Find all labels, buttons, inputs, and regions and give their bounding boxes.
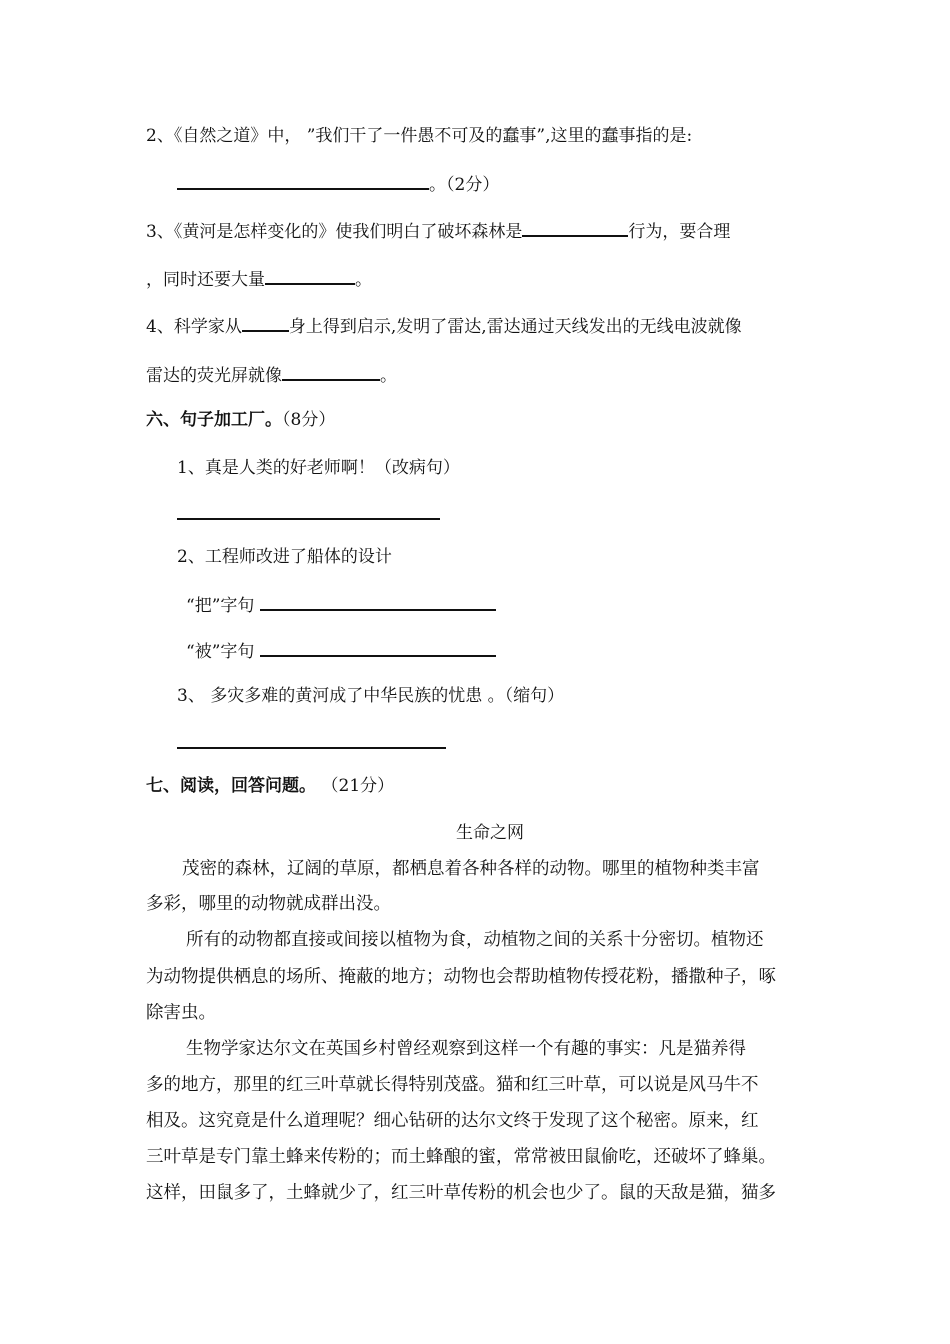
- answer-blank[interactable]: [260, 639, 496, 657]
- question-5-4-text-c: 雷达的荧光屏就像: [146, 366, 282, 386]
- reading-line: 多的地方，那里的红三叶草就长得特别茂盛。猫和红三叶草，可以说是风马牛不: [146, 1075, 759, 1095]
- question-5-4-cont: [146, 363, 397, 387]
- reading-title: [456, 822, 524, 844]
- question-5-4: [146, 314, 742, 338]
- answer-blank[interactable]: [242, 314, 289, 332]
- answer-blank[interactable]: [177, 731, 446, 749]
- question-5-4-text-d: 。: [380, 366, 397, 386]
- question-6-3-answer: [177, 731, 446, 755]
- question-5-2-score: 。（2分）: [429, 175, 500, 195]
- section-6-heading: [146, 409, 335, 431]
- reading-line: 这样，田鼠多了，土蜂就少了，红三叶草传粉的机会也少了。鼠的天敌是猫，猫多: [146, 1183, 776, 1203]
- reading-line: 相及。这究竟是什么道理呢？细心钻研的达尔文终于发现了这个秘密。原来，红: [146, 1111, 759, 1131]
- question-6-3-text: 3、 多灾多难的黄河成了中华民族的忧患 。（缩句）: [177, 686, 565, 706]
- reading-line: 生物学家达尔文在英国乡村曾经观察到这样一个有趣的事实：凡是猫养得: [186, 1039, 746, 1059]
- question-5-2-answer: [177, 172, 499, 196]
- reading-line: 茂密的森林，辽阔的草原，都栖息着各种各样的动物。哪里的植物种类丰富: [182, 859, 760, 879]
- section-6-title: 六、句子加工厂。: [146, 410, 282, 430]
- question-6-2: [177, 546, 392, 568]
- reading-title-text: 生命之网: [456, 823, 524, 843]
- question-5-2: [146, 125, 692, 147]
- question-6-2-ba: [186, 593, 496, 617]
- reading-line: 除害虫。: [146, 1003, 216, 1023]
- question-6-2-bei: [186, 639, 496, 663]
- question-5-2-text: 2、《自然之道》中， ”我们干了一件愚不可及的蠢事”,这里的蠢事指的是:: [146, 126, 693, 146]
- reading-line: 所有的动物都直接或间接以植物为食，动植物之间的关系十分密切。植物还: [186, 930, 764, 950]
- question-5-3-text-b: 行为，要合理: [628, 222, 731, 242]
- question-5-3-text-c: ，同时还要大量: [146, 270, 265, 290]
- question-6-1: [177, 457, 460, 479]
- reading-line: 为动物提供栖息的场所、掩蔽的地方；动物也会帮助植物传授花粉，播撒种子，啄: [146, 967, 776, 987]
- question-6-2-text: 2、工程师改进了船体的设计: [177, 547, 392, 567]
- section-7-score: （21分）: [330, 776, 395, 796]
- answer-blank[interactable]: [177, 502, 440, 520]
- question-5-3: [146, 219, 730, 243]
- question-6-3: [177, 685, 564, 707]
- answer-blank[interactable]: [265, 267, 355, 285]
- section-7-title: 七、阅读，回答问题。: [146, 776, 316, 796]
- answer-blank[interactable]: [177, 172, 429, 190]
- section-7-heading: [146, 775, 394, 797]
- question-5-4-text-b: 身上得到启示,发明了雷达,雷达通过天线发出的无线电波就像: [288, 317, 742, 337]
- question-5-4-text-a: 4、科学家从: [146, 317, 242, 337]
- answer-blank[interactable]: [260, 593, 496, 611]
- reading-line: 三叶草是专门靠土蜂来传粉的；而土蜂酿的蜜，常常被田鼠偷吃，还破坏了蜂巢。: [146, 1147, 776, 1167]
- question-5-3-cont: [146, 267, 372, 291]
- question-5-3-text-d: 。: [355, 270, 372, 290]
- section-6-score: （8分）: [282, 410, 336, 430]
- answer-blank[interactable]: [282, 363, 380, 381]
- question-5-3-text-a: 3、《黄河是怎样变化的》使我们明白了破坏森林是: [146, 222, 523, 242]
- bei-sentence-label: “被”字句: [186, 642, 255, 662]
- reading-line: 多彩，哪里的动物就成群出没。: [146, 894, 391, 914]
- answer-blank[interactable]: [522, 219, 628, 237]
- question-6-1-text: 1、真是人类的好老师啊！（改病句）: [177, 458, 460, 478]
- ba-sentence-label: “把”字句: [186, 596, 255, 616]
- question-6-1-answer: [177, 502, 440, 526]
